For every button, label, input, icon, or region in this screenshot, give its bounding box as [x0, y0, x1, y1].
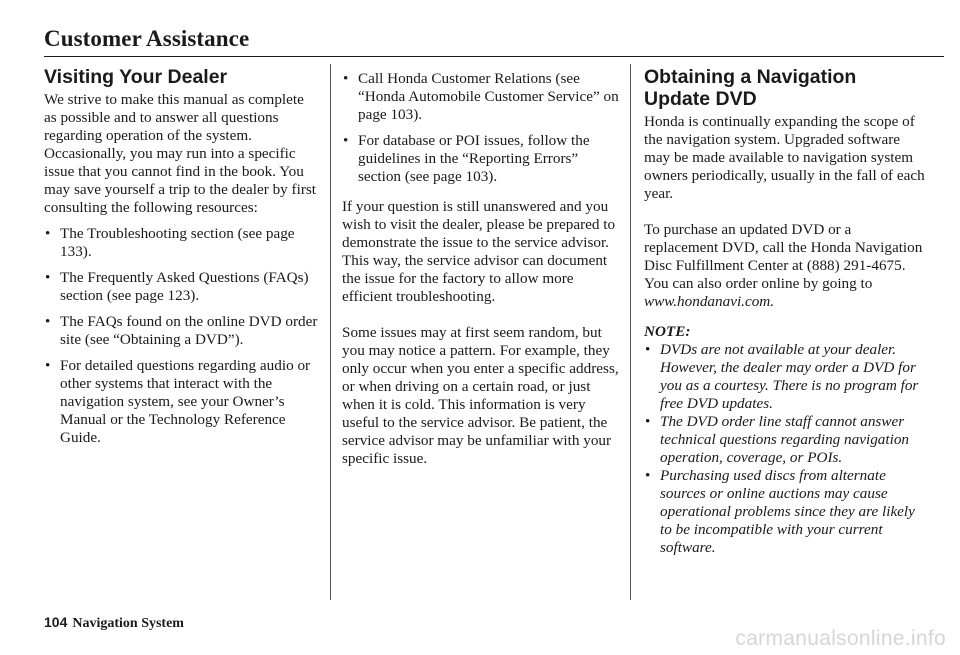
note-item	[644, 413, 926, 467]
bullet-icon: •	[45, 269, 51, 286]
bullet-icon: •	[343, 132, 349, 149]
resource-list	[342, 70, 620, 186]
purchase-text: To purchase an updated DVD or a replacement DVD, call the Honda Navigation Disc Fulfillment Center at (888) 291-4675. You can also order online by going to	[644, 221, 923, 292]
note-item	[644, 467, 926, 557]
column-dealer-continued	[342, 66, 620, 468]
list-item-text: For detailed questions regarding audio or other systems that interact with the navigation system, see your Owner’s Manual or the Technology Reference Guide.	[60, 357, 311, 446]
note-item-text: DVDs are not available at your dealer. However, the dealer may order a DVD for you as a courtesy. There is no program for free DVD updates.	[660, 341, 919, 412]
page-number: 104	[44, 614, 68, 630]
intro-paragraph: We strive to make this manual as complete as possible and to answer all questions regarding operation of the system. Occasionally, you may run into a specific issue that you cannot find in the book. You may save yourself a trip to the dealer by first consulting the following resources:	[44, 91, 317, 216]
title-rule	[44, 56, 944, 57]
bullet-icon: •	[343, 70, 349, 87]
list-item-text: Call Honda Customer Relations (see “Honda Automobile Customer Service” on page 103).	[358, 70, 619, 123]
bullet-icon: •	[45, 225, 51, 242]
section-heading-update-dvd: Obtaining a Navigation Update DVD	[644, 66, 857, 110]
list-item	[44, 357, 318, 447]
note-list	[644, 341, 926, 557]
column-visiting-dealer	[44, 66, 318, 447]
watermark: carmanualsonline.info	[735, 627, 946, 650]
list-item-text: The FAQs found on the online DVD order site (see “Obtaining a DVD”).	[60, 313, 318, 348]
website-link[interactable]: www.hondanavi.com.	[644, 293, 775, 310]
note-item-text: Purchasing used discs from alternate sources or online auctions may cause operational problems since they are likely to be incompatible with your current software.	[660, 467, 915, 556]
bullet-icon: •	[645, 341, 651, 358]
list-item-text: The Frequently Asked Questions (FAQs) section (see page 123).	[60, 269, 309, 304]
list-item	[44, 269, 318, 305]
resource-list	[44, 225, 318, 447]
column-update-dvd	[644, 66, 926, 557]
list-item	[342, 132, 620, 186]
section-heading-visiting-dealer: Visiting Your Dealer	[44, 66, 228, 88]
bullet-icon: •	[645, 467, 651, 484]
list-item	[342, 70, 620, 124]
paragraph-random-issues: Some issues may at first seem random, but you may notice a pattern. For example, they only occur when you enter a specific address, or when driving on a certain road, or just when it is cold. This information is very useful to the service advisor. Be patient, the service advisor may be unfamiliar with your specific issue.	[342, 324, 619, 467]
paragraph-expanding-scope: Honda is continually expanding the scope of the navigation system. Upgraded software may be made available to navigation system owners periodically, usually in the fall of each year.	[644, 113, 925, 202]
note-item	[644, 341, 926, 413]
bullet-icon: •	[645, 413, 651, 430]
bullet-icon: •	[45, 313, 51, 330]
note-item-text: The DVD order line staff cannot answer technical questions regarding navigation operation, coverage, or POIs.	[660, 413, 910, 466]
paragraph-purchase-dvd	[644, 221, 926, 311]
note-label: NOTE:	[644, 323, 691, 340]
list-item-text: For database or POI issues, follow the guidelines in the “Reporting Errors” section (see page 103).	[358, 132, 590, 185]
list-item	[44, 313, 318, 349]
footer-section: Navigation System	[72, 616, 184, 631]
page-footer	[44, 614, 184, 632]
list-item-text: The Troubleshooting section (see page 133).	[60, 225, 295, 260]
list-item	[44, 225, 318, 261]
bullet-icon: •	[45, 357, 51, 374]
column-divider	[630, 64, 631, 600]
page-title: Customer Assistance	[44, 26, 250, 51]
paragraph-visit-dealer: If your question is still unanswered and you wish to visit the dealer, please be prepared to demonstrate the issue to the service advisor. This way, the service advisor can document the issue for the factory to allow more efficient troubleshooting.	[342, 198, 616, 305]
column-divider	[330, 64, 331, 600]
